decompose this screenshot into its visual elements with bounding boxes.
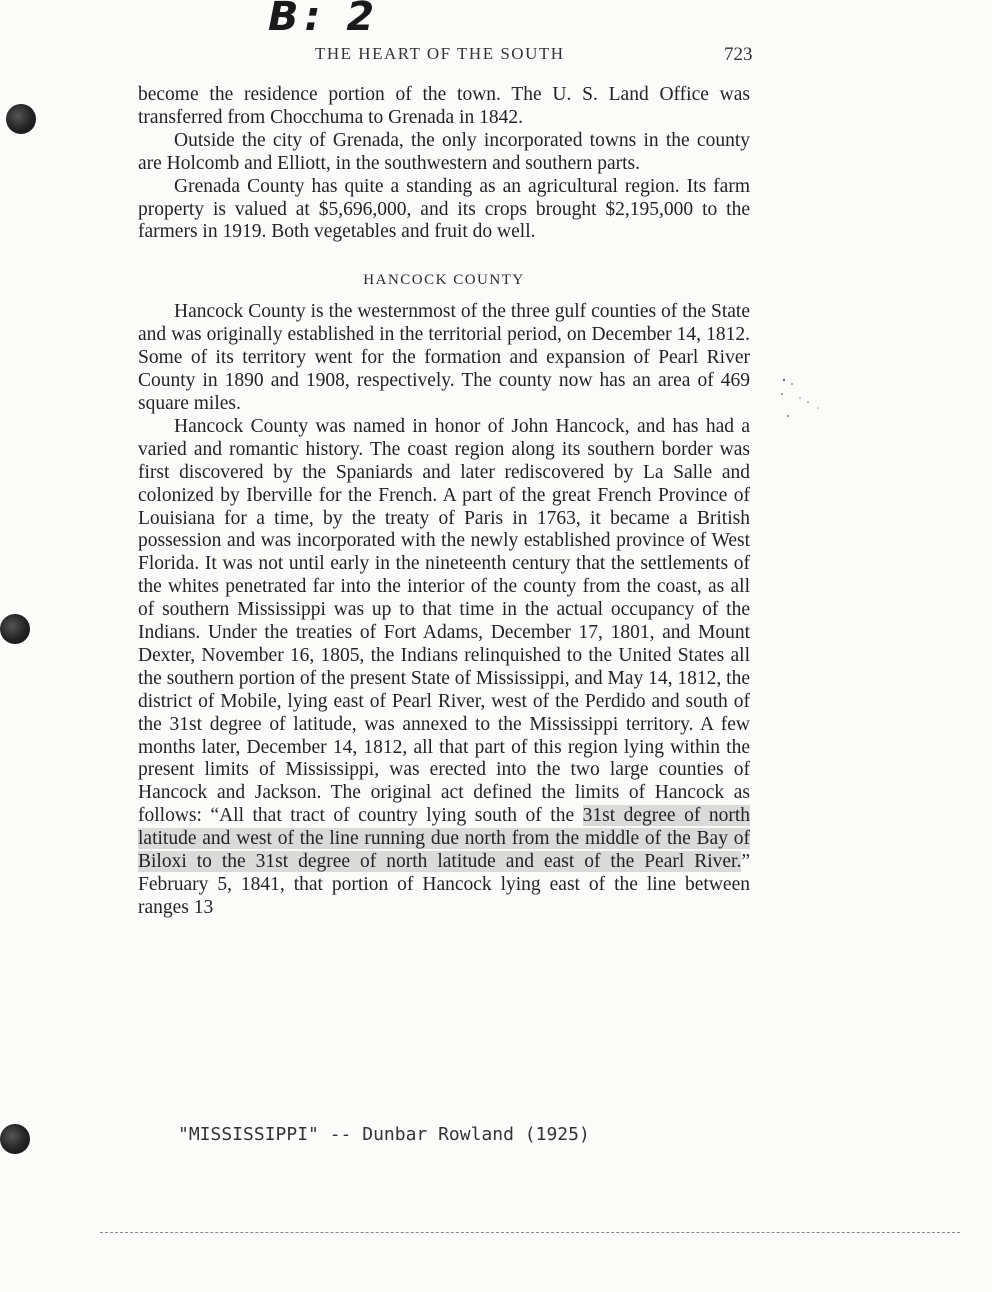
punch-hole-middle	[0, 614, 30, 644]
punch-hole-bottom	[0, 1124, 30, 1154]
paragraph-hancock-2	[138, 416, 750, 920]
text-column	[138, 84, 750, 920]
page-number: 723	[724, 44, 753, 65]
paragraph-grenada-1: become the residence portion of the town. The U. S. Land Office was transferred from Chocchuma to Grenada in 1842.	[138, 84, 750, 128]
highlighted-quotation: 31st degree of north latitude and west of the line running due north from the middle of the Bay of Biloxi to the 31st degree of north latitude and east of the Pearl River.	[138, 805, 751, 873]
punch-hole-top	[6, 104, 36, 134]
source-citation: "MISSISSIPPI" -- Dunbar Rowland (1925)	[178, 1124, 590, 1145]
scan-specks	[778, 372, 828, 432]
paragraph-hancock-2-continuation: ” February 5, 1841, that portion of Hancock lying east of the line between ranges 13	[138, 851, 750, 918]
paragraph-grenada-3: Grenada County has quite a standing as an agricultural region. Its farm property is valued at $5,696,000, and its crops brought $2,195,000 to the farmers in 1919. Both vegetables and fruit do well.	[138, 175, 750, 243]
paragraph-hancock-2-text: Hancock County was named in honor of John Hancock, and has had a varied and romantic history. The coast region along its southern border was first discovered by the Spaniards and later rediscovered by La Salle and colonized by Iberville for the French. A part of the great French Province of Louisiana for a time, by the treaty of Paris in 1763, it became a British possession and was incorporated with the newly established province of West Florida. It was not until early in the nineteenth century that the settlements of the whites penetrated far into the interior of the county from the coast, as all of southern Mississippi was up to that time in the actual occupancy of the Indians. Under the treaties of Fort Adams, December 17, 1801, and Mount Dexter, November 16, 1805, the Indians relinquished to the United States all the southern portion of the present State of Mississippi, and May 14, 1812, the district of Mobile, lying east of Pearl River, west of the Perdido and south of the 31st degree of latitude, was annexed to the Mississippi territory. A few months later, December 14, 1812, all that part of this region lying within the present limits of Mississippi, was erected into the two large counties of Hancock and Jackson. The original act defined the limits of Hancock as follows: “All that tract of country lying south of the	[138, 415, 751, 827]
scan-edge-line	[100, 1232, 960, 1234]
section-heading-hancock-county: HANCOCK COUNTY	[363, 272, 525, 289]
running-head: THE HEART OF THE SOUTH	[315, 44, 565, 63]
handwritten-annotation: B: 2	[268, 0, 381, 40]
paragraph-grenada-2: Outside the city of Grenada, the only incorporated towns in the county are Holcomb and Elliott, in the southwestern and southern parts.	[138, 129, 750, 174]
paragraph-hancock-1: Hancock County is the westernmost of the three gulf counties of the State and was originally established in the territorial period, on December 14, 1812. Some of its territory went for the formation and expansion of Pearl River County in 1890 and 1908, respectively. The county now has an area of 469 square miles.	[138, 301, 750, 414]
